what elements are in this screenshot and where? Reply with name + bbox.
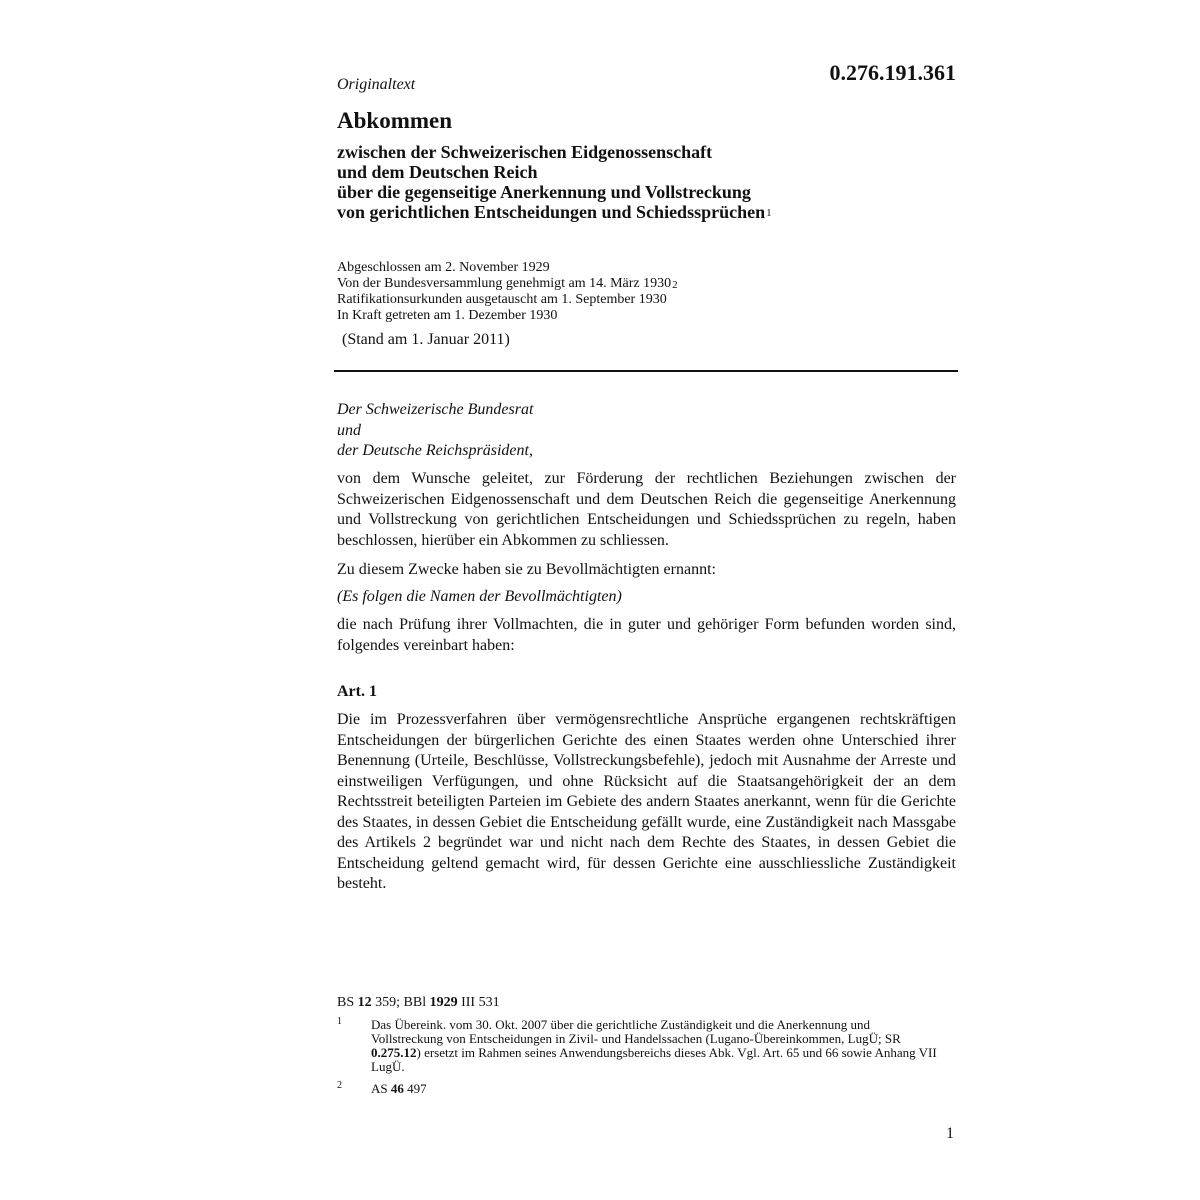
meta-in-kraft: In Kraft getreten am 1. Dezember 1930 [337, 308, 558, 323]
party-1: Der Schweizerische Bundesrat [337, 401, 534, 418]
bs-volume: 12 [357, 995, 372, 1010]
page-number: 1 [946, 1125, 954, 1142]
footnote-2 [337, 1082, 937, 1096]
meta-ratifikation: Ratifikationsurkunden ausgetauscht am 1. September 1930 [337, 292, 667, 307]
footnote-ref-2[interactable]: 2 [672, 279, 678, 291]
bs-prefix: BS [337, 995, 358, 1010]
meta-genehmigt [337, 276, 678, 292]
article-1-heading: Art. 1 [337, 683, 377, 700]
footnote-1-number: 1 [337, 1016, 342, 1027]
treaty-metadata [337, 260, 678, 324]
footnote-1 [337, 1018, 937, 1074]
footnote-2-volume: 46 [390, 1081, 404, 1096]
subtitle-line: über die gegenseitige Anerkennung und Vollstreckung [337, 182, 751, 202]
plenipotentiaries-paragraph: Zu diesem Zwecke haben sie zu Bevollmächtigten ernannt: [337, 561, 716, 578]
footnote-ref-1[interactable]: 1 [766, 207, 772, 219]
originaltext-label: Originaltext [337, 76, 416, 93]
footnote-2-number: 2 [337, 1080, 342, 1091]
footnote-1-sr[interactable]: 0.275.12 [371, 1045, 417, 1060]
subtitle-line: und dem Deutschen Reich [337, 162, 538, 182]
footnote-2-prefix: AS [371, 1081, 391, 1096]
footnote-1-text [371, 1018, 937, 1074]
preamble-parties [337, 400, 956, 462]
subtitle-line-text: von gerichtlichen Entscheidungen und Schiedssprüchen [337, 202, 766, 222]
footnote-2-text [371, 1082, 937, 1096]
sr-number: 0.276.191.361 [829, 60, 956, 85]
party-conjunction: und [337, 421, 361, 439]
subtitle-line: zwischen der Schweizerischen Eidgenossenschaft [337, 142, 713, 162]
article-1-text: Die im Prozessverfahren über vermögensrechtliche Ansprüche ergangenen rechtskräftigen Entscheidungen der bürgerlichen Gerichte des einen Staates werden ohne Unterschied ihrer Benennung (Urteile, Beschlüsse, Vollstreckungsbefehle), jedoch mit Ausnahme der Arreste und einstweiligen Verfügungen, und ohne Rücksicht auf die Staatsangehörigkeit der an dem Rechtsstreit beteiligten Parteien im Gebiete des andern Staates anerkannt, wenn für die Gerichte des Staates, in dessen Gebiet die Entscheidung gefällt wurde, eine Zuständigkeit nach Massgabe des Artikels 2 begründet war und nicht nach dem Rechte des Staates, in dessen Gebiet die Entscheidung geltend gemacht wird, für dessen Gerichte eine ausschliessliche Zuständigkeit besteht. [337, 711, 956, 892]
footnote-2-rest: 497 [403, 1081, 427, 1096]
bbl-year: 1929 [429, 995, 458, 1010]
document-subtitle [337, 142, 957, 222]
stand-date: (Stand am 1. Januar 2011) [342, 331, 510, 348]
subtitle-line [337, 202, 957, 222]
agreement-paragraph: die nach Prüfung ihrer Vollmachten, die in guter und gehöriger Form befunden worden sind, folgendes vereinbart haben: [337, 616, 956, 654]
meta-abgeschlossen: Abgeschlossen am 2. November 1929 [337, 260, 550, 275]
header-divider [334, 370, 958, 372]
meta-genehmigt-text: Von der Bundesversammlung genehmigt am 14. März 1930 [337, 276, 672, 291]
footnote-1-text-b: ) ersetzt im Rahmen seines Anwendungsbereichs dieses Abk. Vgl. Art. 65 und 66 sowie Anhang VII LugÜ. [371, 1045, 937, 1074]
plenipotentiaries-note: (Es folgen die Namen der Bevollmächtigten) [337, 588, 622, 605]
source-citation [337, 995, 500, 1011]
document-title: Abkommen [337, 108, 453, 133]
bs-mid: 359; BBl [371, 995, 430, 1010]
preamble-paragraph: von dem Wunsche geleitet, zur Förderung der rechtlichen Beziehungen zwischen der Schweizerischen Eidgenossenschaft und dem Deutschen Reich die gegenseitige Anerkennung und Vollstreckung von gerichtlichen Entscheidungen und Schiedssprüchen zu regeln, haben beschlossen, hierüber ein Abkommen zu schliessen. [337, 470, 956, 549]
bbl-rest: III 531 [457, 995, 500, 1010]
party-2: der Deutsche Reichspräsident, [337, 442, 533, 459]
footnote-1-text-a: Das Übereink. vom 30. Okt. 2007 über die gerichtliche Zuständigkeit und die Anerkennung und Vollstreckung von Entscheidungen in Zivil- und Handelssachen (Lugano-Übereinkommen, LugÜ; SR [371, 1017, 901, 1046]
